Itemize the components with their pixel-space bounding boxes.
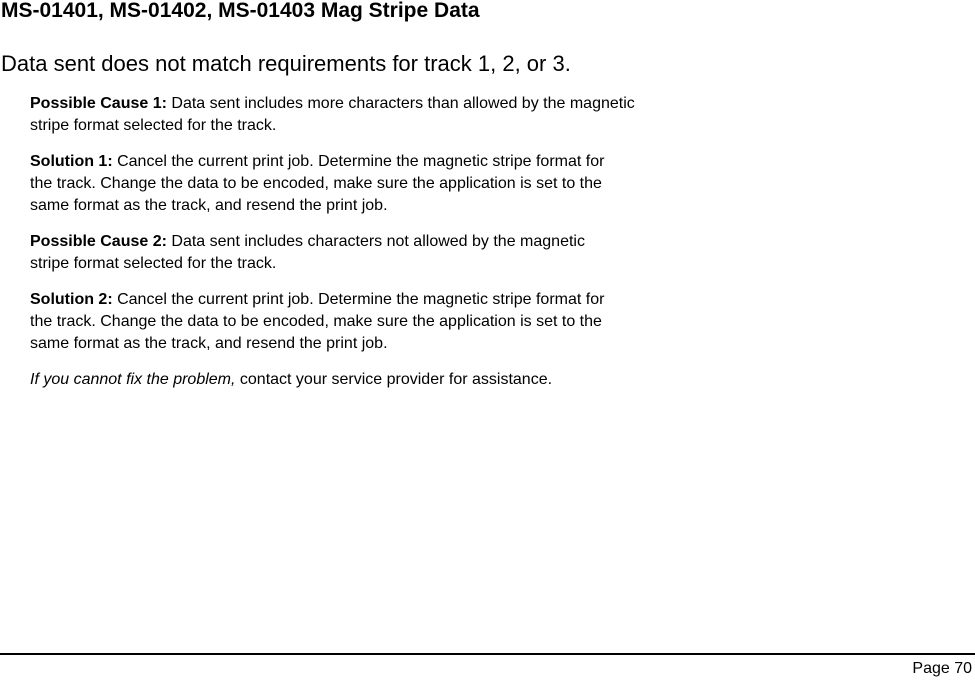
page-subtitle: Data sent does not match requirements for track 1, 2, or 3. <box>1 51 571 76</box>
closing-note-text: contact your service provider for assistance. <box>235 371 553 388</box>
possible-cause-2 <box>30 231 620 275</box>
page-number: Page 70 <box>912 660 972 677</box>
footer-divider <box>0 653 975 655</box>
possible-cause-2-label: Possible Cause 2: <box>30 233 167 250</box>
solution-2-label: Solution 2: <box>30 291 113 308</box>
closing-note <box>30 369 670 391</box>
possible-cause-1-label: Possible Cause 1: <box>30 95 167 112</box>
troubleshooting-content <box>30 93 670 405</box>
closing-note-label: If you cannot fix the problem, <box>30 371 236 388</box>
possible-cause-2-text: Data sent includes characters not allowed by the magnetic stripe format selected for the track. <box>30 233 585 272</box>
page-title: MS-01401, MS-01402, MS-01403 Mag Stripe Data <box>1 0 480 22</box>
possible-cause-1-text: Data sent includes more characters than allowed by the magnetic stripe format selected for the track. <box>30 95 635 134</box>
solution-1-text: Cancel the current print job. Determine the magnetic stripe format for the track. Change the data to be encoded, make sure the application is set to the same format as the track, and resend the print job. <box>30 153 605 214</box>
possible-cause-1 <box>30 93 670 137</box>
solution-2-text: Cancel the current print job. Determine the magnetic stripe format for the track. Change the data to be encoded, make sure the application is set to the same format as the track, and resend the print job. <box>30 291 605 352</box>
solution-1-label: Solution 1: <box>30 153 113 170</box>
solution-1 <box>30 151 620 217</box>
solution-2 <box>30 289 620 355</box>
